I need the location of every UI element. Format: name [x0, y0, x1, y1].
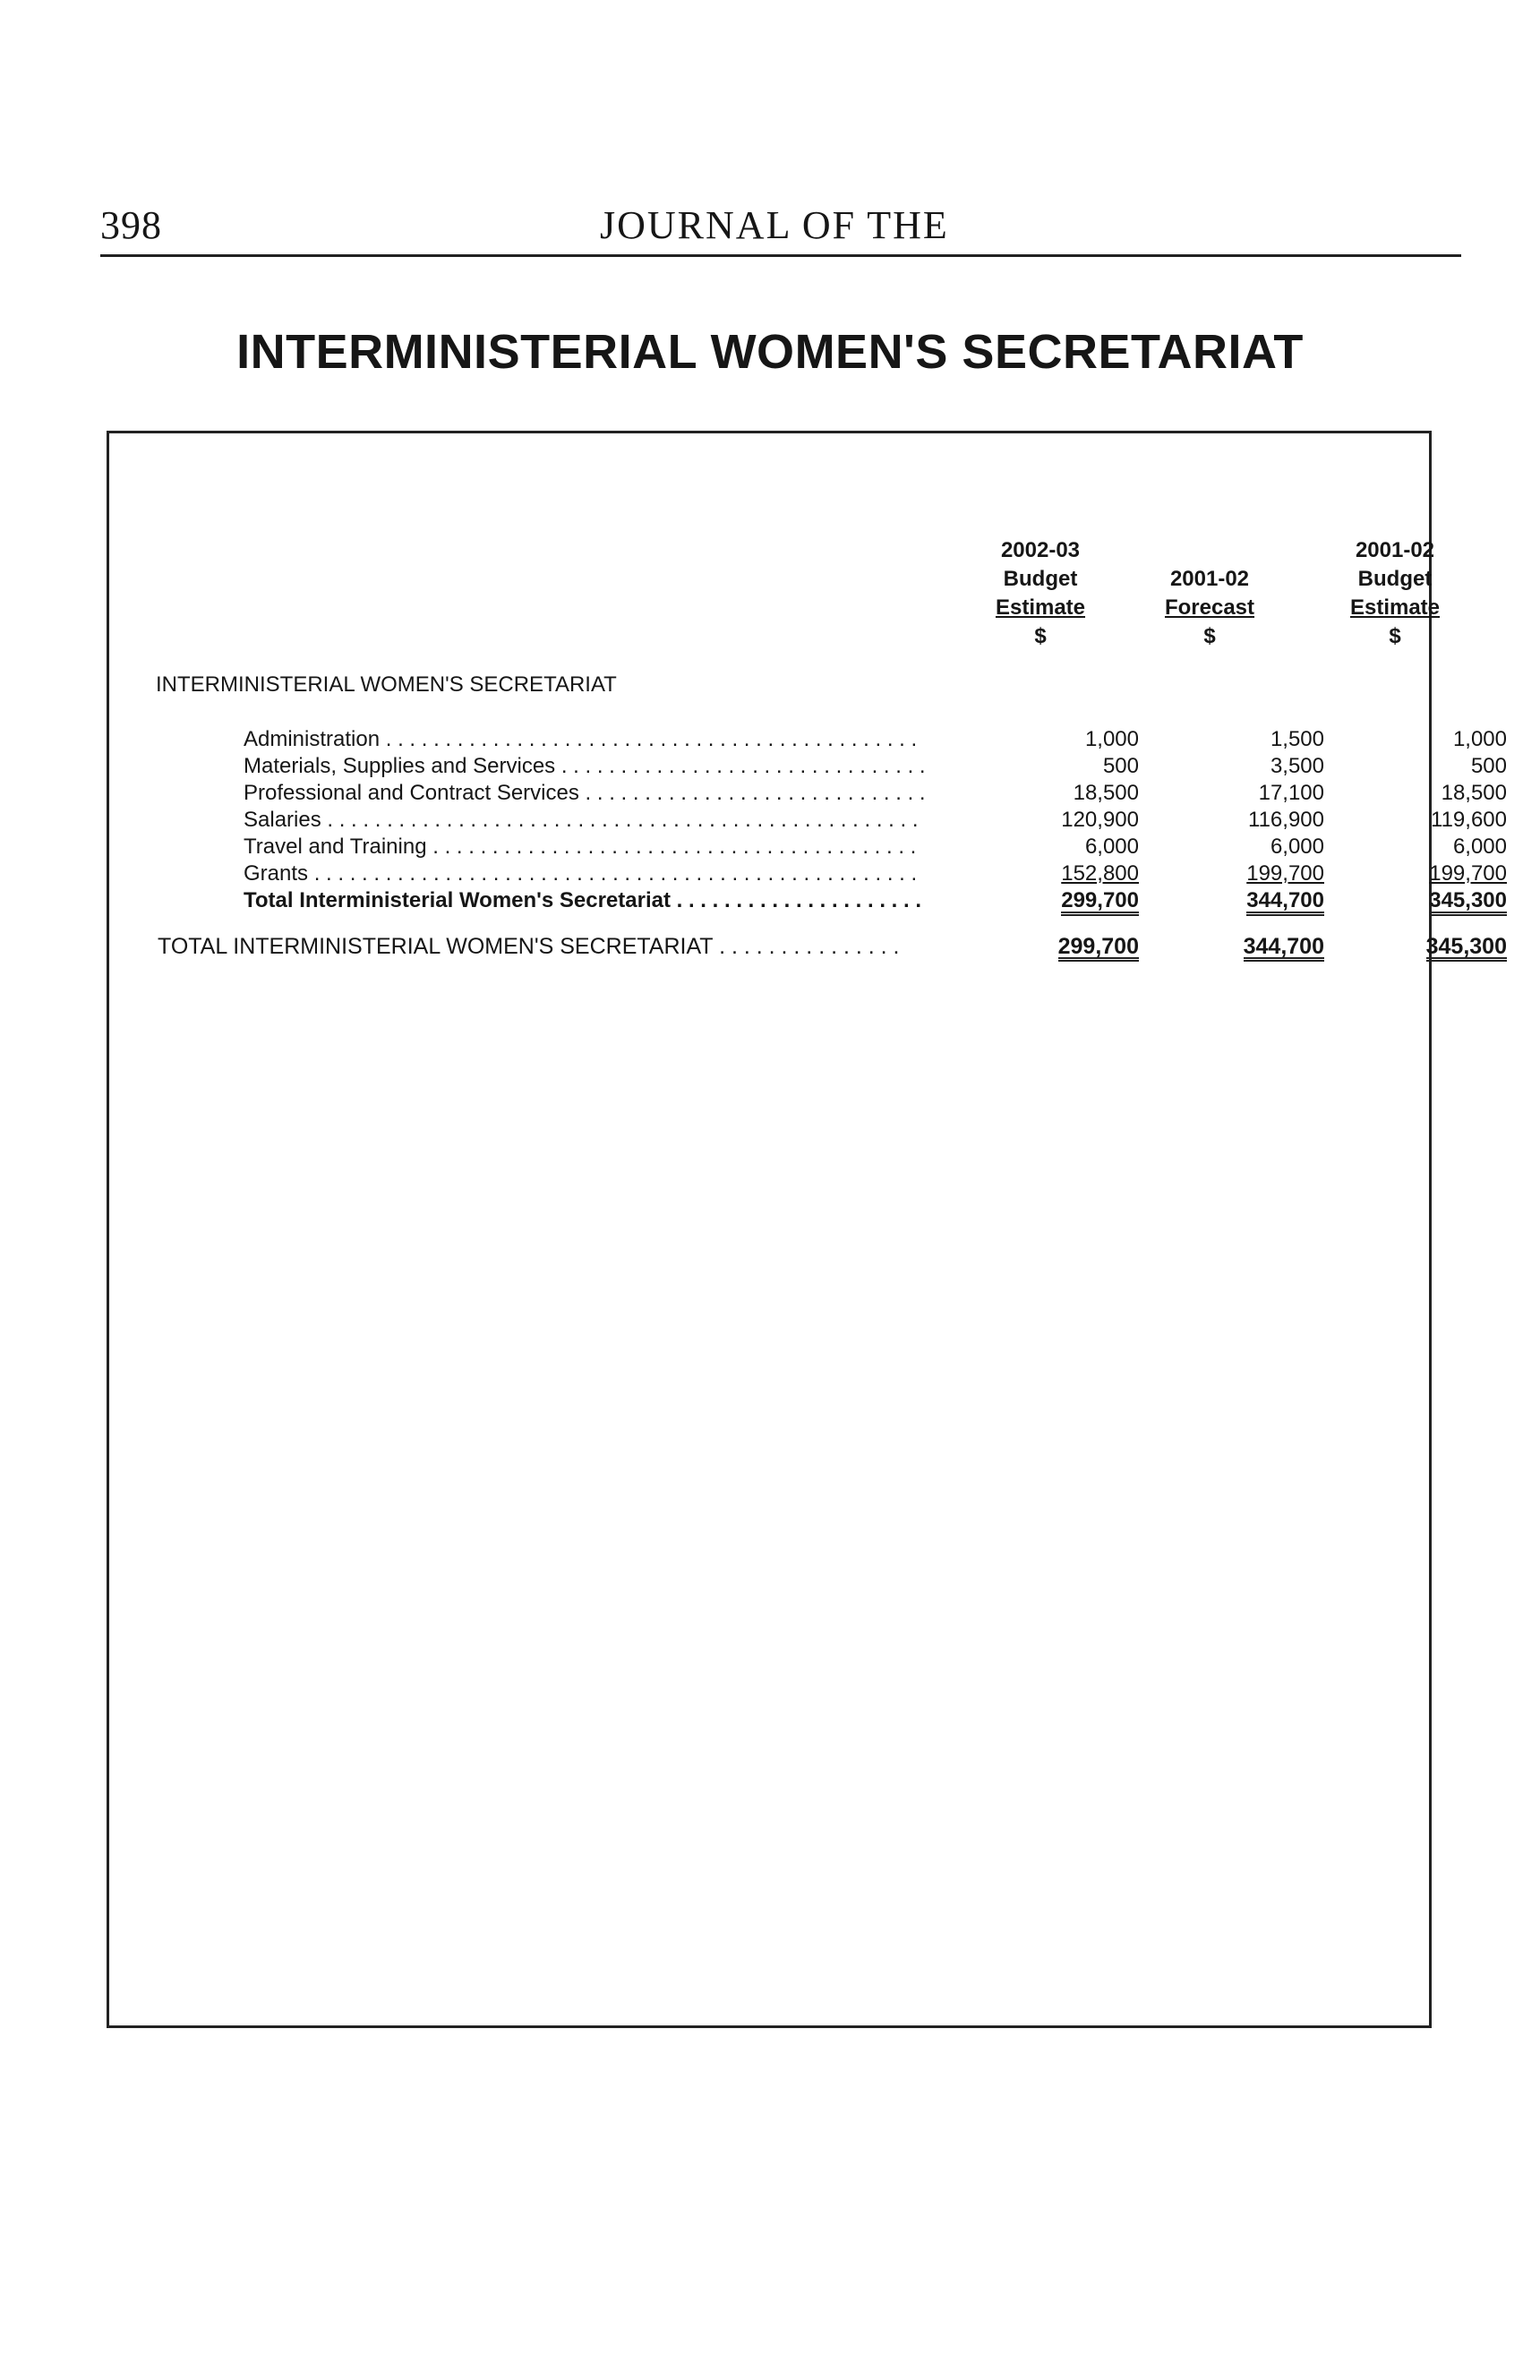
row-value: 199,700 [1246, 861, 1324, 886]
column-header-2002-03-budget-estimate [969, 536, 1112, 651]
budget-table [107, 431, 1507, 2028]
row-value: 6,000 [1084, 835, 1139, 859]
page-title: INTERMINISTERIAL WOMEN'S SECRETARIAT [236, 325, 1304, 379]
row-value: 500 [1470, 754, 1507, 778]
row-value: 6,000 [1270, 835, 1324, 859]
row-value: 345,300 [1429, 890, 1507, 916]
column-header-line: 2001-02 [1355, 538, 1435, 562]
grand-total-row [158, 931, 1507, 962]
column-header-line: Forecast [1164, 595, 1255, 620]
row-value: 120,900 [1061, 808, 1139, 832]
row-value: 199,700 [1429, 861, 1507, 886]
grand-total-value: 345,300 [1426, 936, 1507, 962]
column-header-unit: $ [1203, 624, 1216, 648]
column-header-2001-02-forecast [1138, 536, 1281, 651]
row-value: 6,000 [1452, 835, 1507, 859]
column-header-line [1138, 536, 1281, 565]
row-value: 500 [1102, 754, 1139, 778]
table-row [244, 834, 1507, 860]
table-row [244, 860, 1507, 887]
column-header-unit: $ [1034, 624, 1047, 648]
section-heading: INTERMINISTERIAL WOMEN'S SECRETARIAT [156, 672, 617, 697]
row-value: 116,900 [1248, 808, 1324, 832]
section-total-row [244, 887, 1507, 914]
page-number: 398 [100, 203, 162, 247]
column-header-unit: $ [1389, 624, 1401, 648]
column-header-line: Estimate [1349, 595, 1441, 620]
row-value: 1,500 [1270, 727, 1324, 751]
row-value: 119,600 [1431, 808, 1507, 832]
row-value: 152,800 [1061, 861, 1139, 886]
table-row [244, 753, 1507, 780]
row-value: 344,700 [1246, 890, 1324, 916]
row-label: Travel and Training . . . [244, 834, 924, 860]
journal-title: JOURNAL OF THE [600, 203, 949, 247]
column-header-line: 2002-03 [1000, 538, 1081, 562]
row-value: 299,700 [1061, 890, 1139, 916]
row-label: Materials, Supplies and Services . . . [244, 753, 924, 780]
line-items [244, 726, 1507, 914]
row-value: 18,500 [1073, 781, 1139, 805]
column-header-2001-02-budget-estimate [1323, 536, 1467, 651]
column-header-line: Budget [1003, 567, 1078, 591]
row-label: Total Interministerial Women's Secretariat . . . [244, 887, 924, 914]
grand-total-value: 299,700 [1058, 936, 1139, 962]
table-row [244, 726, 1507, 753]
column-header-line: Estimate [995, 595, 1086, 620]
row-label: Grants . . . [244, 860, 924, 887]
row-label: Professional and Contract Services . . . [244, 780, 924, 807]
column-header-line: 2001-02 [1169, 567, 1250, 591]
row-value: 3,500 [1270, 754, 1324, 778]
row-value: 1,000 [1452, 727, 1507, 751]
row-label: Salaries . . . [244, 807, 924, 834]
row-value: 18,500 [1441, 781, 1507, 805]
column-header-line: Budget [1357, 567, 1433, 591]
grand-total-value: 344,700 [1244, 936, 1324, 962]
table-row [244, 807, 1507, 834]
grand-total-label: TOTAL INTERMINISTERIAL WOMEN'S SECRETARIAT . . . [158, 931, 903, 962]
row-value: 17,100 [1258, 781, 1324, 805]
table-row [244, 780, 1507, 807]
page-header [100, 199, 1461, 257]
row-label: Administration . . . [244, 726, 924, 753]
row-value: 1,000 [1084, 727, 1139, 751]
